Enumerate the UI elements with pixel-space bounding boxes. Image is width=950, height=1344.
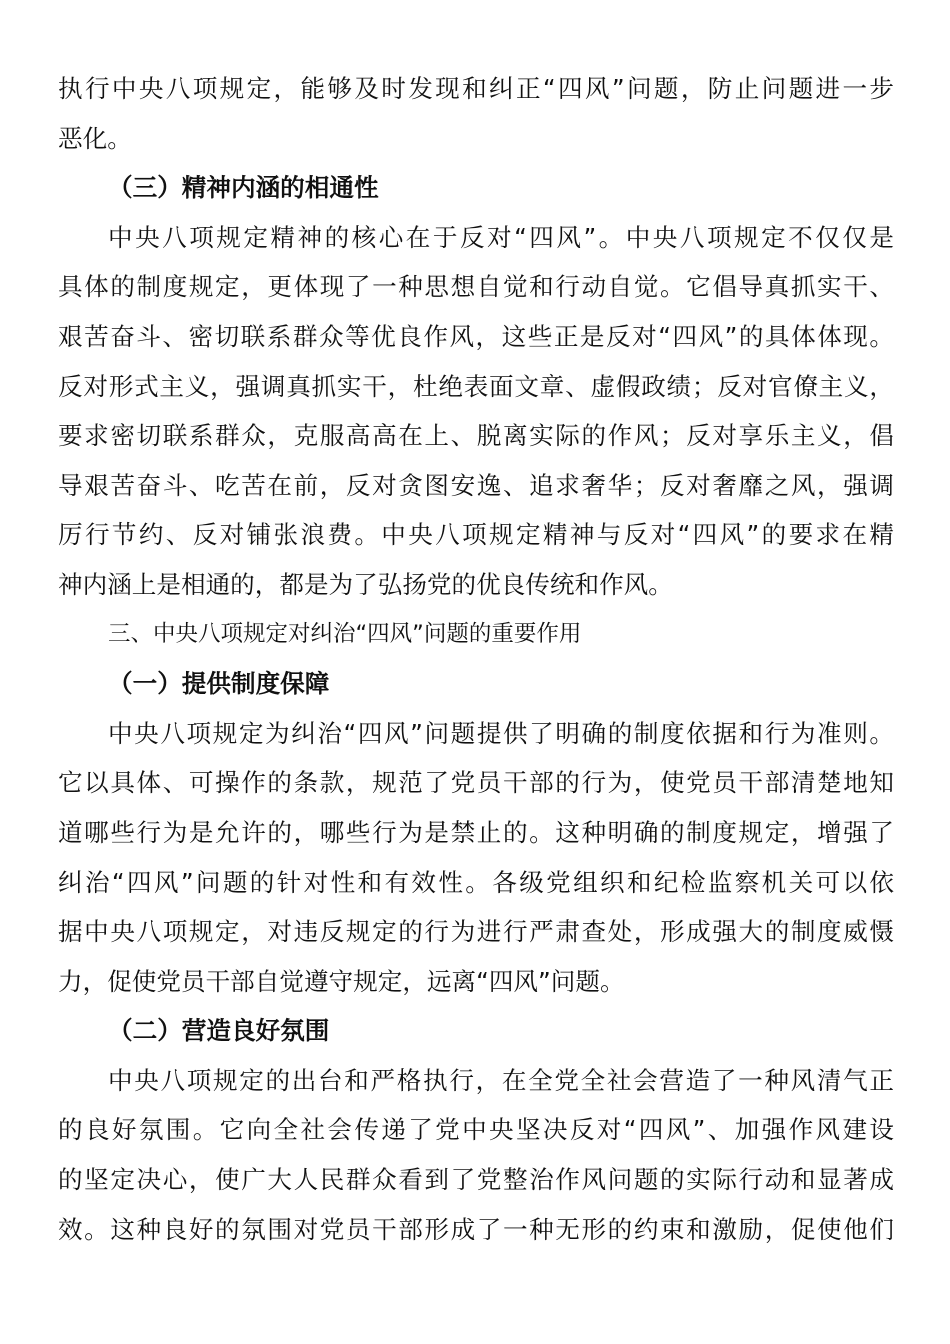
section-heading: 三、中央八项规定对纠治“四风”问题的重要作用 [108, 620, 582, 647]
paragraph-line: 艰苦奋斗、密切联系群众等优良作风，这些正是反对“四风”的具体体现。 [58, 321, 894, 351]
paragraph-line: 效。这种良好的氛围对党员干部形成了一种无形的约束和激励，促使他们 [58, 1214, 894, 1244]
paragraph-line: 恶化。 [58, 123, 132, 153]
subsection-heading: （二）营造良好氛围 [108, 1016, 330, 1046]
paragraph-line: 导艰苦奋斗、吃苦在前，反对贪图安逸、追求奢华；反对奢靡之风，强调 [58, 470, 894, 500]
paragraph-line: 具体的制度规定，更体现了一种思想自觉和行动自觉。它倡导真抓实干、 [58, 272, 894, 302]
paragraph-line: 中央八项规定为纠治“四风”问题提供了明确的制度依据和行为准则。 [108, 718, 894, 748]
paragraph-line: 的良好氛围。它向全社会传递了党中央坚决反对“四风”、加强作风建设 [58, 1115, 894, 1145]
paragraph-line: 的坚定决心，使广大人民群众看到了党整治作风问题的实际行动和显著成 [58, 1165, 894, 1195]
subsection-heading: （三）精神内涵的相通性 [108, 173, 379, 203]
document-page [58, 64, 894, 1254]
paragraph-line: 神内涵上是相通的，都是为了弘扬党的优良传统和作风。 [58, 569, 673, 599]
paragraph-line: 它以具体、可操作的条款，规范了党员干部的行为，使党员干部清楚地知 [58, 768, 894, 798]
paragraph-line: 据中央八项规定，对违反规定的行为进行严肃查处，形成强大的制度威慑 [58, 917, 894, 947]
paragraph-line: 中央八项规定的出台和严格执行，在全党全社会营造了一种风清气正 [108, 1065, 894, 1095]
paragraph-line: 要求密切联系群众，克服高高在上、脱离实际的作风；反对享乐主义，倡 [58, 421, 894, 451]
paragraph-line: 纠治“四风”问题的针对性和有效性。各级党组织和纪检监察机关可以依 [58, 867, 894, 897]
paragraph-line: 反对形式主义，强调真抓实干，杜绝表面文章、虚假政绩；反对官僚主义， [58, 371, 894, 401]
subsection-heading: （一）提供制度保障 [108, 669, 330, 699]
paragraph-line: 厉行节约、反对铺张浪费。中央八项规定精神与反对“四风”的要求在精 [58, 520, 894, 550]
paragraph-line: 力，促使党员干部自觉遵守规定，远离“四风”问题。 [58, 966, 625, 996]
paragraph-line: 执行中央八项规定，能够及时发现和纠正“四风”问题，防止问题进一步 [58, 74, 894, 103]
paragraph-line: 中央八项规定精神的核心在于反对“四风”。中央八项规定不仅仅是 [108, 222, 894, 252]
paragraph-line: 道哪些行为是允许的，哪些行为是禁止的。这种明确的制度规定，增强了 [58, 817, 894, 847]
